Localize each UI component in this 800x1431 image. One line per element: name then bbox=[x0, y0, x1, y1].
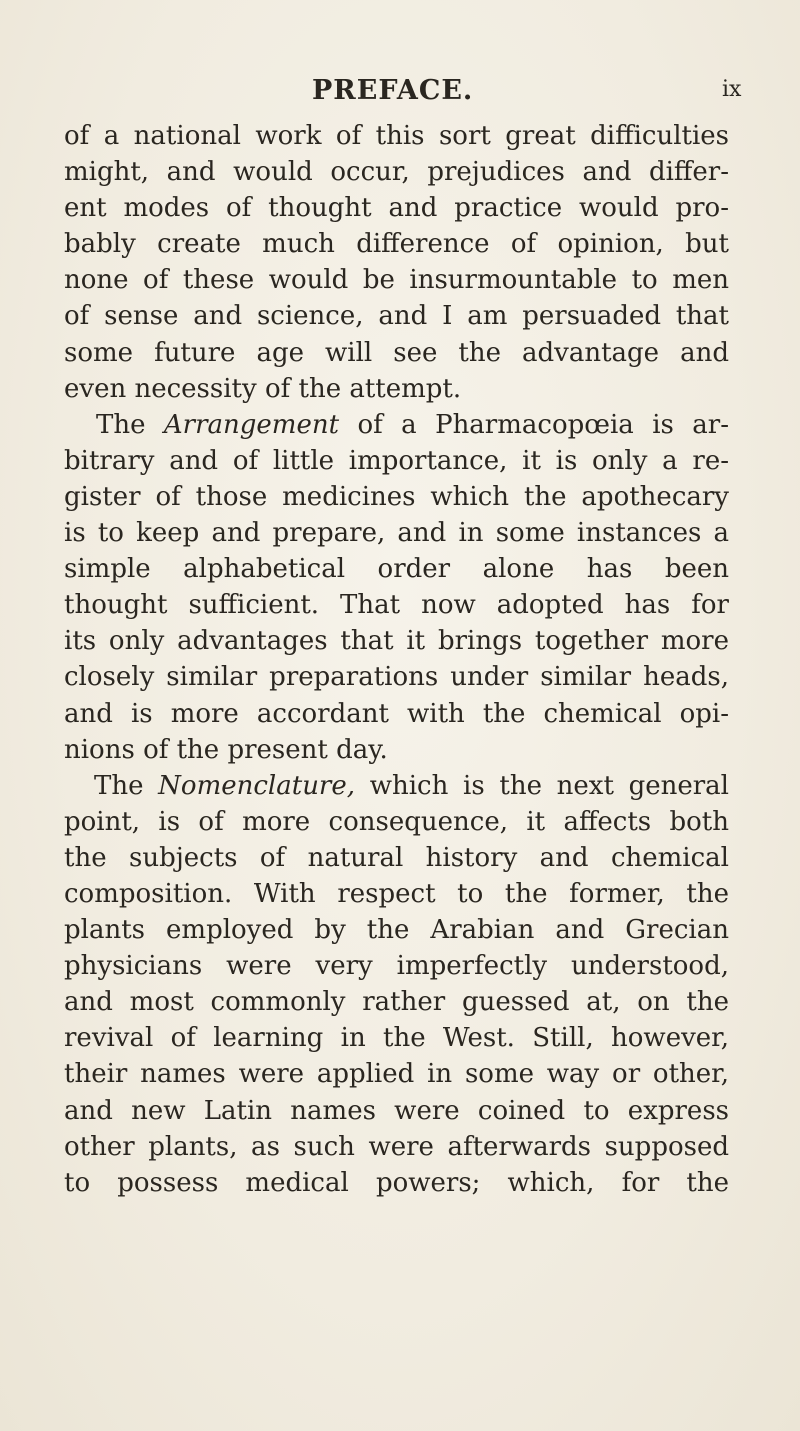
text-line: the subjects of natural history and chemical bbox=[64, 842, 729, 873]
line-prefix: The bbox=[94, 770, 159, 801]
text-line: gister of those medicines which the apothecary bbox=[64, 481, 729, 512]
text-line: closely similar preparations under similar heads, bbox=[64, 662, 729, 693]
text-line: of a national work of this sort great difficulties bbox=[64, 121, 729, 151]
text-line: physicians were very imperfectly understood, bbox=[64, 951, 729, 982]
text-line: bitrary and of little importance, it is only a re- bbox=[64, 445, 729, 476]
text-line: to possess medical powers; which, for the bbox=[64, 1167, 729, 1198]
text-line: bably create much difference of opinion, but bbox=[64, 229, 729, 260]
italic-term-nomenclature: Nomenclature, bbox=[158, 770, 356, 801]
text-line: nions of the present day. bbox=[64, 734, 388, 765]
paragraph-start-nomenclature bbox=[64, 768, 729, 804]
page-header-title: PREFACE. bbox=[312, 75, 474, 106]
text-line: its only advantages that it brings together more bbox=[64, 626, 729, 657]
line-prefix: The bbox=[96, 409, 164, 440]
line-suffix: of a Pharmacopœia is ar- bbox=[339, 409, 729, 440]
page-number: ix bbox=[722, 77, 742, 102]
running-head bbox=[0, 75, 800, 115]
text-line: their names were applied in some way or other, bbox=[64, 1059, 729, 1090]
text-line: simple alphabetical order alone has been bbox=[64, 554, 729, 585]
italic-term-arrangement: Arrangement bbox=[163, 409, 340, 440]
text-line: other plants, as such were afterwards supposed bbox=[64, 1131, 729, 1162]
text-line: none of these would be insurmountable to men bbox=[64, 265, 729, 296]
text-line: revival of learning in the West. Still, however, bbox=[64, 1023, 729, 1054]
body-text bbox=[64, 118, 729, 1201]
paragraph-start-arrangement bbox=[64, 407, 729, 443]
text-line: composition. With respect to the former, the bbox=[64, 878, 729, 909]
text-line: of sense and science, and I am persuaded that bbox=[64, 301, 729, 332]
text-line: is to keep and prepare, and in some instances a bbox=[64, 518, 729, 549]
text-line: might, and would occur, prejudices and differ- bbox=[64, 157, 729, 188]
text-line: and new Latin names were coined to express bbox=[64, 1095, 729, 1126]
text-line: thought sufficient. That now adopted has for bbox=[64, 590, 729, 621]
text-line: point, is of more consequence, it affects both bbox=[64, 806, 729, 837]
text-line: some future age will see the advantage and bbox=[64, 337, 729, 368]
text-line: and is more accordant with the chemical opi- bbox=[64, 698, 729, 729]
text-line: and most commonly rather guessed at, on the bbox=[64, 987, 729, 1018]
text-line: even necessity of the attempt. bbox=[64, 373, 462, 404]
text-line: plants employed by the Arabian and Grecian bbox=[64, 915, 729, 946]
line-suffix: which is the next general bbox=[355, 770, 729, 801]
text-line: ent modes of thought and practice would pro- bbox=[64, 193, 729, 224]
